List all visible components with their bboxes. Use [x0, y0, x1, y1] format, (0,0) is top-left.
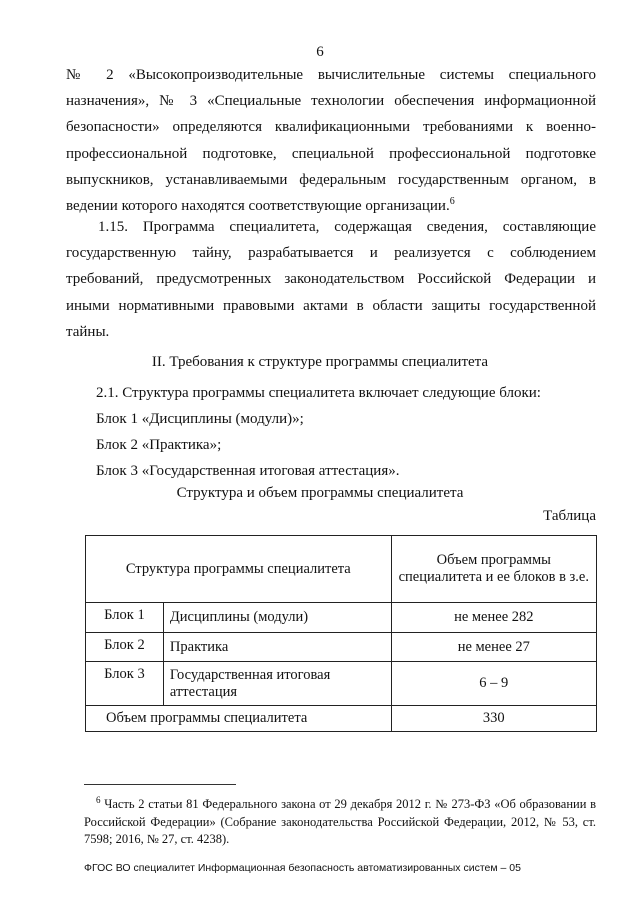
table-row: [86, 603, 597, 633]
footnote-mark: 6: [96, 794, 101, 805]
header-volume: Объем программы специалитета и ее блоков в з.е.: [391, 536, 596, 603]
total-label: Объем программы специалитета: [86, 706, 392, 732]
page-footer: ФГОС ВО специалитет Информационная безопасность автоматизированных систем – 05: [84, 862, 521, 874]
footnote-divider: [84, 784, 236, 785]
block-item-2: Блок 2 «Практика»;: [96, 437, 222, 453]
total-value: 330: [391, 706, 596, 732]
row-volume: не менее 27: [391, 633, 596, 662]
row-volume: не менее 282: [391, 603, 596, 633]
paragraph-specializations-text: № 2 «Высокопроизводительные вычислительные системы специального назначения», № 3 «Специальные технологии обеспечения информационной безопасности» определяются квалификационными требованиями к военно-профессиональной подготовке, специальной профессиональной подготовке выпускников, устанавливаемыми федеральным государственным органом, в ведении которого находятся соответствующие организации: [66, 67, 596, 215]
row-name: Дисциплины (модули): [163, 603, 391, 633]
footnote-reference: 6: [449, 196, 455, 208]
table-row: [86, 633, 597, 662]
page-number: 6: [316, 44, 324, 60]
paragraph-specializations: № 2 «Высокопроизводительные вычислительные системы специального назначения», № 3 «Специальные технологии обеспечения информационной безопасности» определяются квалификационными требованиями к военно-профессиональной подготовке, специальной профессиональной подготовке выпускников, устанавливаемыми федеральным государственным органом, в ведении которого находятся соответствующие организации.$^6$: [66, 67, 596, 215]
row-block: Блок 3: [86, 662, 164, 706]
table-total-row: [86, 706, 597, 732]
table-label: Таблица: [543, 508, 596, 524]
table-header-row: [86, 536, 597, 603]
row-name: Практика: [163, 633, 391, 662]
header-structure: Структура программы специалитета: [86, 536, 392, 603]
table-title: Структура и объем программы специалитета: [176, 485, 464, 501]
row-volume: 6 – 9: [391, 662, 596, 706]
row-block: Блок 1: [86, 603, 164, 633]
block-item-3: Блок 3 «Государственная итоговая аттестация».: [96, 463, 400, 479]
paragraph-state-secret-text: 1.15. Программа специалитета, содержащая сведения, составляющие государственную тайну, разрабатывается и реализуется с соблюдением требований, предусмотренных законодательством Российской Федерации и иными нормативными правовыми актами в области защиты государственной тайны.: [66, 219, 596, 340]
footnote: [84, 796, 596, 849]
table-row: [86, 662, 597, 706]
section-heading: II. Требования к структуре программы специалитета: [151, 354, 489, 370]
block-item-1: Блок 1 «Дисциплины (модули)»;: [96, 411, 304, 427]
blocks-intro: 2.1. Структура программы специалитета включает следующие блоки:: [96, 385, 541, 401]
row-block: Блок 2: [86, 633, 164, 662]
paragraph-state-secret: [66, 214, 596, 345]
row-name: Государственная итоговая аттестация: [163, 662, 391, 706]
program-structure-table: [85, 535, 597, 732]
footnote-text: Часть 2 статьи 81 Федерального закона от 29 декабря 2012 г. № 273-ФЗ «Об образовании в Российской Федерации» (Собрание законодательства Российской Федерации, 2012, № 53, ст. 7598; 2016, № 27, ст. 4238).: [84, 797, 596, 846]
